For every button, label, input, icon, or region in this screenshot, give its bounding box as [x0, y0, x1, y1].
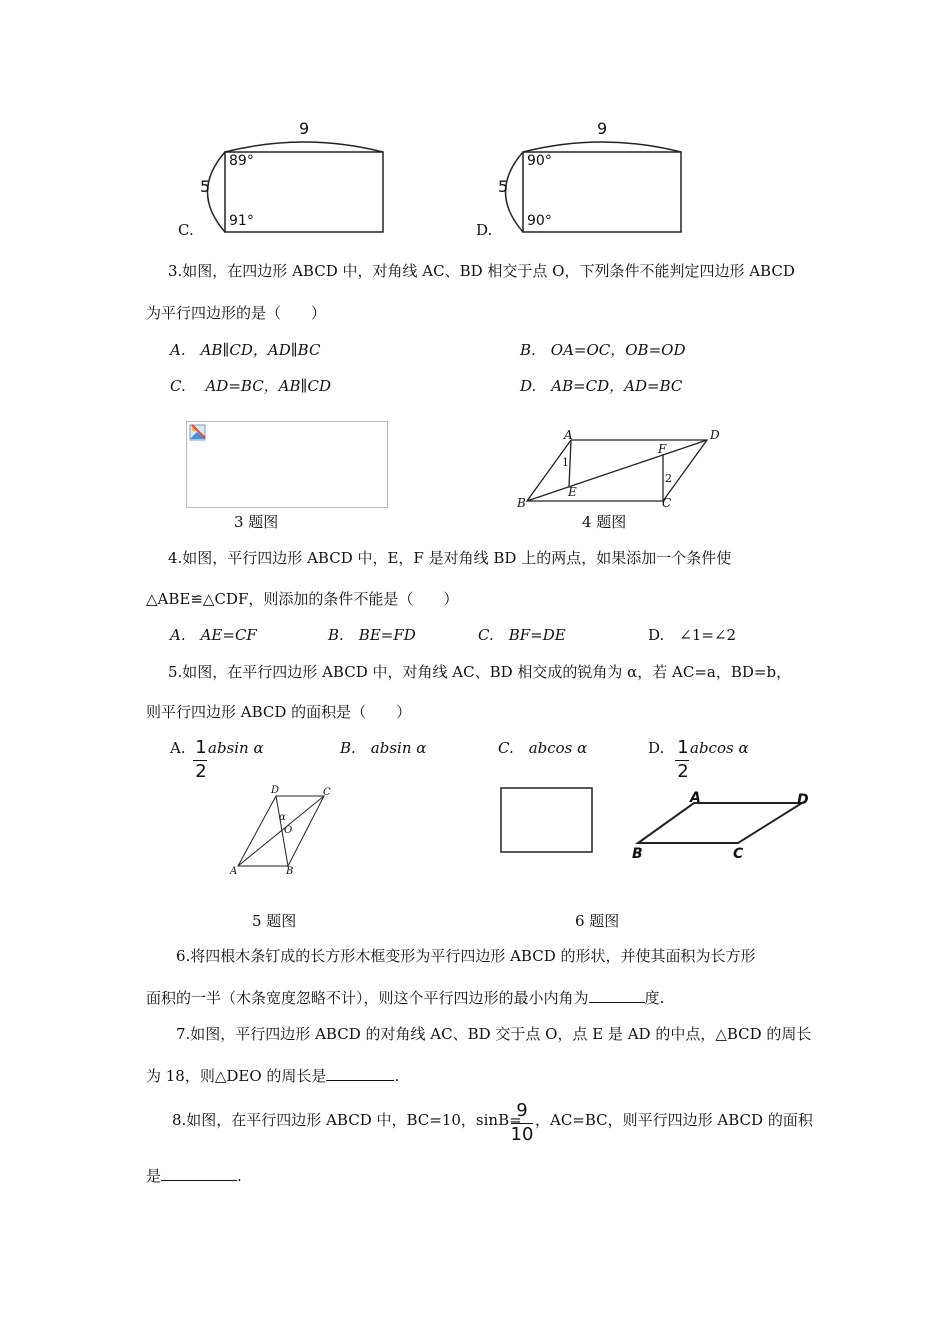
label-alpha: α	[279, 812, 286, 823]
q8-line2-text: 是	[146, 1167, 162, 1185]
q3-line2: 为平行四边形的是（ ）	[146, 304, 327, 322]
figure-6-caption: 6 题图	[575, 912, 620, 930]
q5-option-b: B. absin α	[340, 739, 427, 757]
figure-d	[493, 120, 693, 240]
q6-line2-text: 面积的一半（木条宽度忽略不计），则这个平行四边形的最小内角为	[146, 989, 589, 1007]
label-b: B	[286, 866, 294, 877]
q8-line1a: 8.如图，在平行四边形 ABCD 中，BC=10，sinB=	[172, 1111, 522, 1129]
label-c: C	[733, 846, 744, 862]
label-c: C	[323, 787, 331, 798]
angle-top: 89°	[229, 153, 254, 169]
q3-line1: 3.如图，在四边形 ABCD 中，对角线 AC、BD 相交于点 O，下列条件不能判定四边形 ABCD	[168, 262, 795, 280]
q5-line2: 则平行四边形 ABCD 的面积是（ ）	[146, 703, 412, 721]
label-a: A	[230, 866, 238, 877]
top-length: 9	[597, 119, 608, 138]
q4-option-a: A. AE=CF	[170, 626, 257, 644]
figure-5	[228, 788, 338, 878]
figure-4-caption: 4 题图	[582, 513, 627, 531]
q5-option-d-denominator: 2	[677, 761, 689, 782]
top-brace	[225, 142, 383, 152]
q8-line1b: ，AC=BC，则平行四边形 ABCD 的面积	[535, 1111, 813, 1129]
answer-blank[interactable]	[589, 988, 645, 1003]
label-a: A	[690, 790, 701, 806]
figure-5-caption: 5 题图	[252, 912, 297, 930]
q4-line2: △ABE≌△CDF，则添加的条件不能是（ ）	[146, 590, 459, 608]
answer-blank[interactable]	[326, 1066, 394, 1081]
q7-line2	[146, 1066, 399, 1086]
q4-option-d: D. ∠1=∠2	[648, 626, 737, 644]
q4-option-b: B. BE=FD	[328, 626, 416, 644]
label-d: D	[710, 428, 720, 442]
angle-1: 1	[562, 456, 569, 469]
label-d: D	[271, 785, 280, 796]
period: .	[394, 1067, 400, 1085]
q3-option-a: A. AB∥CD，AD∥BC	[170, 341, 321, 359]
q5-option-c: C. abcos α	[498, 739, 588, 757]
angle-bottom: 91°	[229, 213, 254, 229]
period: .	[237, 1167, 242, 1185]
q5-option-d-prefix: D.	[648, 739, 665, 757]
label-c: C	[662, 496, 672, 510]
angle-2: 2	[665, 472, 672, 485]
q4-option-c: C. BF=DE	[478, 626, 566, 644]
figure-6-rectangle	[500, 785, 595, 855]
q8-line2	[146, 1166, 242, 1186]
broken-image-icon	[189, 424, 207, 442]
q8-denominator: 10	[510, 1124, 534, 1145]
q6-line1: 6.将四根木条钉成的长方形木框变形为平行四边形 ABCD 的形状，并使其面积为长方形	[176, 947, 756, 965]
q5-option-d-rest: abcos α	[690, 739, 749, 757]
q3-option-b: B. OA=OC，OB=OD	[520, 341, 686, 359]
label-b: B	[517, 496, 526, 510]
figure-c	[195, 120, 395, 240]
option-d-label: D.	[476, 221, 493, 239]
label-a: A	[564, 428, 573, 442]
q3-option-d: D. AB=CD，AD=BC	[520, 377, 683, 395]
answer-blank[interactable]	[161, 1166, 237, 1181]
q5-option-d-numerator: 1	[677, 737, 689, 758]
q5-line1: 5.如图，在平行四边形 ABCD 中，对角线 AC、BD 相交成的锐角为 α，若 AC=a，BD=b，	[168, 663, 792, 681]
q5-option-a-rest: absin α	[208, 739, 264, 757]
segment-ae	[569, 440, 571, 487]
top-brace	[523, 142, 681, 152]
q6-line2	[146, 988, 664, 1008]
label-e: E	[568, 485, 577, 499]
q3-option-c: C. AD=BC，AB∥CD	[170, 377, 331, 395]
side-length: 5	[498, 177, 509, 196]
angle-top: 90°	[527, 153, 552, 169]
q7-line2-text: 为 18，则△DEO 的周长是	[146, 1067, 327, 1085]
side-length: 5	[200, 177, 211, 196]
diagonal-bd	[527, 440, 707, 501]
label-o: O	[284, 825, 293, 836]
q4-line1: 4.如图，平行四边形 ABCD 中，E，F 是对角线 BD 上的两点，如果添加一个条件使	[168, 549, 732, 567]
diagonal-ac	[238, 796, 324, 866]
q5-option-a-numerator: 1	[195, 737, 207, 758]
figure-6-parallelogram	[630, 795, 810, 855]
q8-numerator: 9	[516, 1100, 528, 1121]
figure-3-caption: 3 题图	[234, 513, 279, 531]
top-length: 9	[299, 119, 310, 138]
q5-option-a-prefix: A.	[170, 739, 186, 757]
label-b: B	[632, 846, 643, 862]
angle-bottom: 90°	[527, 213, 552, 229]
figure-4	[515, 430, 735, 510]
label-f: F	[658, 442, 667, 456]
q5-option-a-denominator: 2	[195, 761, 207, 782]
q7-line1: 7.如图，平行四边形 ABCD 的对角线 AC、BD 交于点 O，点 E 是 AD 的中点，△BCD 的周长	[176, 1025, 812, 1043]
label-d: D	[797, 792, 809, 808]
q6-line2-unit: 度.	[644, 989, 665, 1007]
figure-3-placeholder	[186, 421, 388, 508]
option-c-label: C.	[178, 221, 194, 239]
